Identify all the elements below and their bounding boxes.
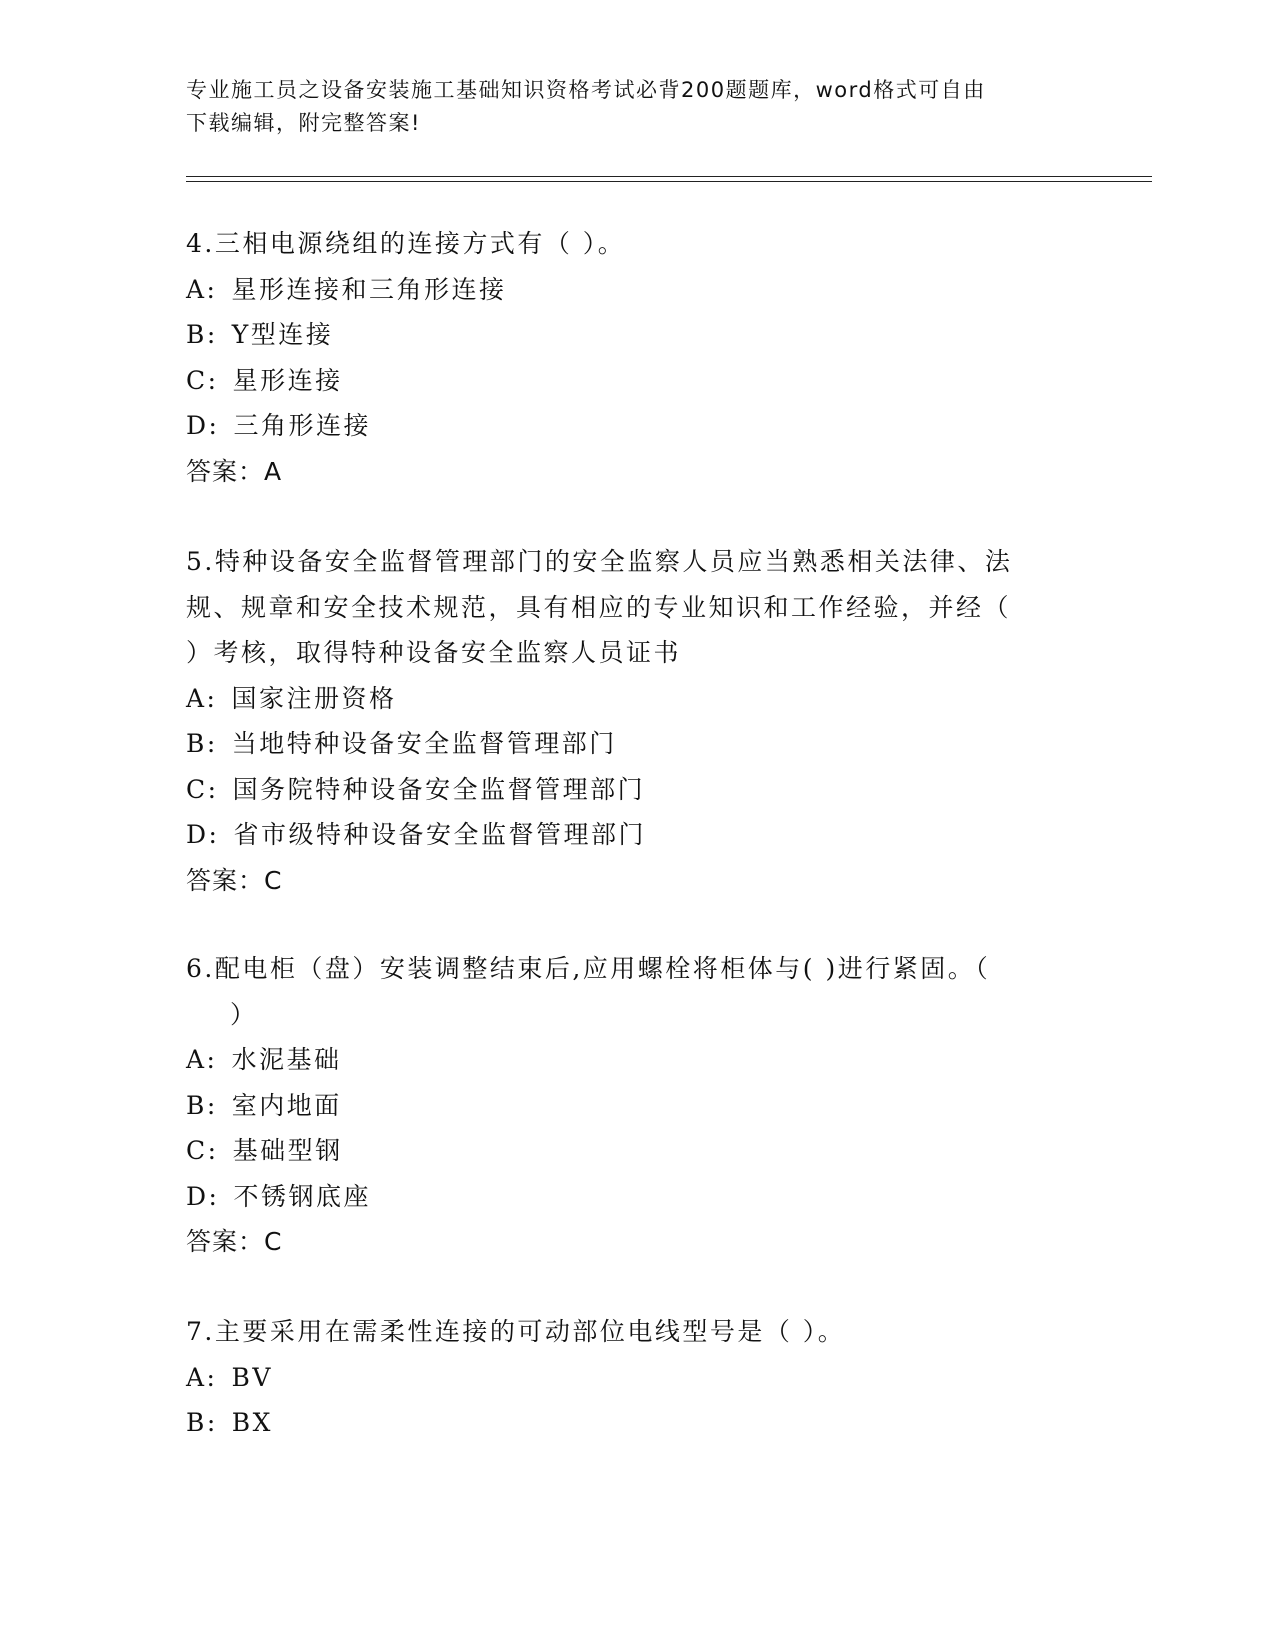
- answer: 答案：A: [186, 456, 283, 486]
- answer: 答案：C: [186, 865, 283, 895]
- option-d: D: 不锈钢底座: [186, 1181, 371, 1211]
- header-rule-top: [186, 176, 1152, 177]
- question-stem-line-2: ）: [230, 999, 258, 1029]
- option-a: A: 星形连接和三角形连接: [186, 274, 507, 304]
- option-a: A: BV: [186, 1362, 273, 1392]
- option-c: C: 基础型钢: [186, 1136, 343, 1165]
- option-b: B: 当地特种设备安全监督管理部门: [186, 729, 617, 758]
- question-stem-line-3: ）考核，取得特种设备安全监察人员证书: [186, 638, 682, 667]
- question-stem: 4.三相电源绕组的连接方式有（ ）。: [186, 229, 626, 258]
- question-7: [186, 1309, 1066, 1446]
- question-stem-line-1: 6.配电柜（盘）安装调整结束后,应用螺栓将柜体与( )进行紧固。（: [186, 954, 991, 983]
- question-6: [186, 946, 1066, 1265]
- intro-line-2: 下载编辑，附完整答案!: [186, 111, 421, 135]
- question-4: [186, 221, 1066, 494]
- intro-line-1: 专业施工员之设备安装施工基础知识资格考试必背200题题库，word格式可自由: [186, 78, 986, 102]
- option-d: D: 省市级特种设备安全监督管理部门: [186, 820, 646, 849]
- question-stem-line-1: 5.特种设备安全监督管理部门的安全监察人员应当熟悉相关法律、法: [186, 547, 1013, 576]
- question-stem-line-2: 规、规章和安全技术规范，具有相应的专业知识和工作经验，并经（: [186, 592, 1012, 622]
- option-c: C: 国务院特种设备安全监督管理部门: [186, 774, 646, 804]
- option-b: B: 室内地面: [186, 1090, 342, 1120]
- option-d: D: 三角形连接: [186, 411, 371, 440]
- header-rule-bottom: [186, 181, 1152, 182]
- option-a: A: 国家注册资格: [186, 683, 397, 713]
- option-c: C: 星形连接: [186, 365, 343, 395]
- option-b: B: Y型连接: [186, 320, 334, 349]
- option-a: A: 水泥基础: [186, 1045, 342, 1074]
- answer: 答案：C: [186, 1227, 283, 1256]
- option-b: B: BX: [186, 1408, 273, 1437]
- question-stem: 7.主要采用在需柔性连接的可动部位电线型号是（ ）。: [186, 1317, 846, 1346]
- question-5: [186, 539, 1066, 903]
- document-intro: [186, 74, 1066, 140]
